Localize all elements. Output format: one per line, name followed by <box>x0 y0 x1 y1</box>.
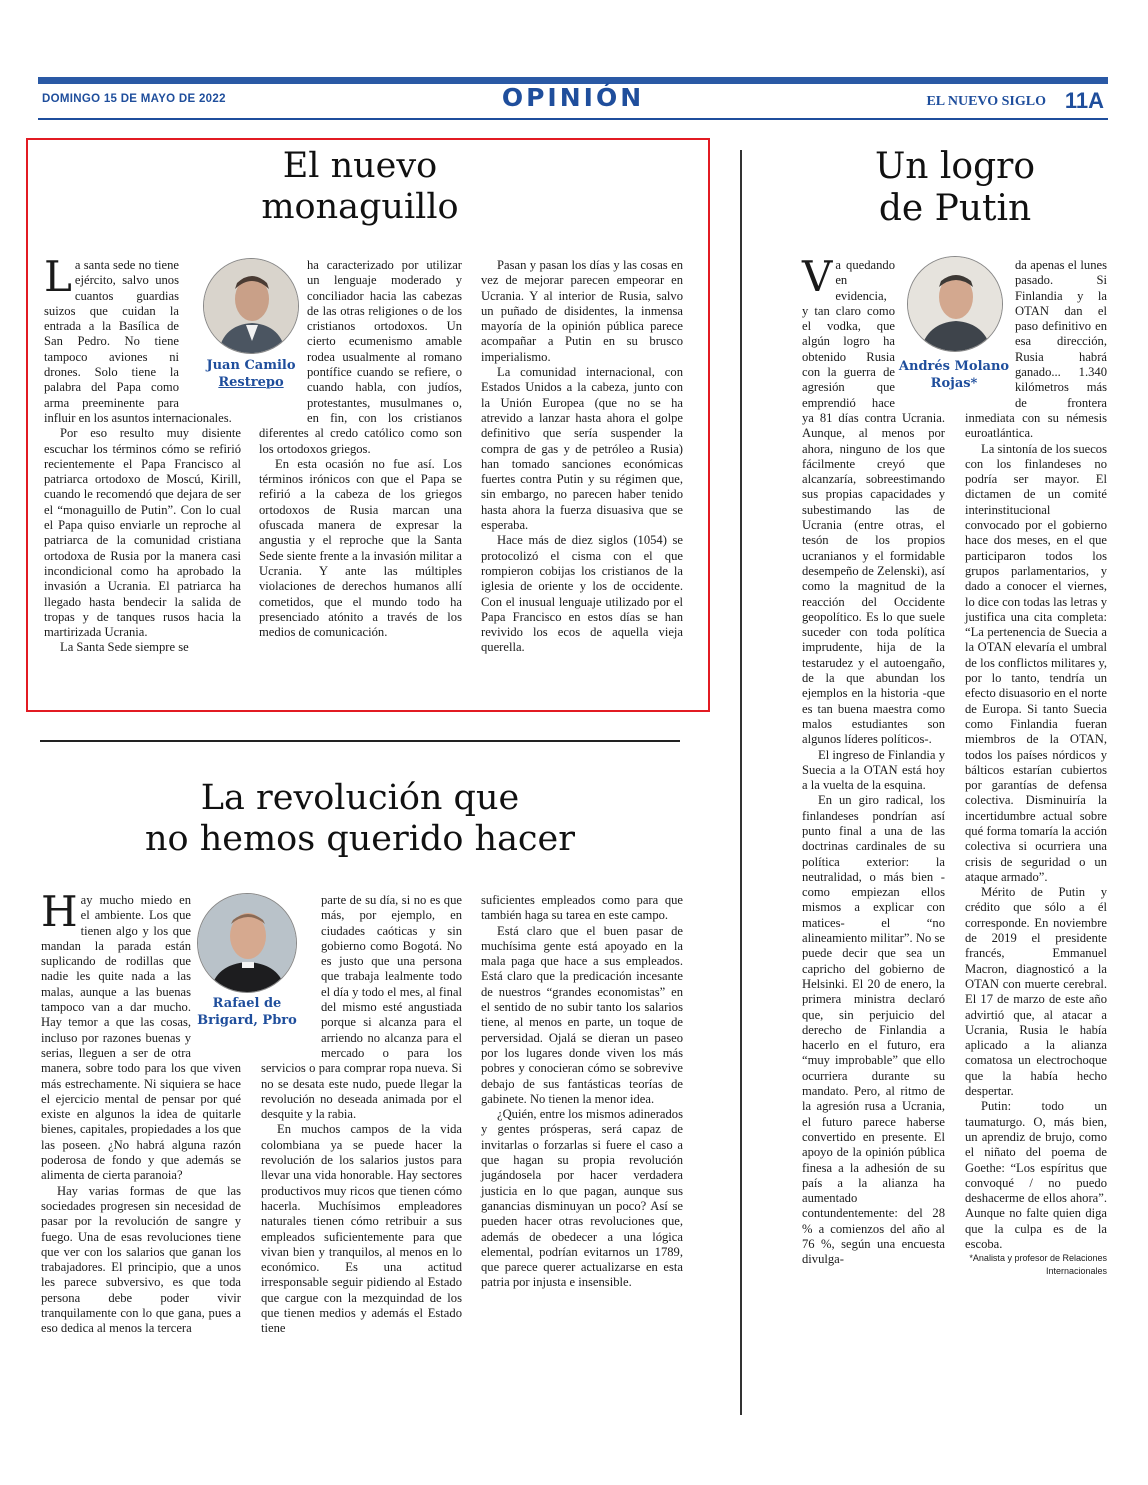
article1-title-line2: monaguillo <box>261 187 459 228</box>
paragraph: Mérito de Putin y crédito que sólo a él corresponde. En noviembre de 2019 el presidente francés, Emmanuel Macron, diagnosticó a la OTAN con muerte cerebral. El 17 de marzo de este año advirtió que, al atacar a Ucrania, Rusia le había aplicado a la alianza comatosa un electrochoque que la había hecho despertar. <box>965 885 1107 1099</box>
section-title: OPINIÓN <box>501 83 645 112</box>
article2-col3 <box>481 893 683 1291</box>
paragraph: da apenas el lunes pasado. Si Finlandia y la OTAN dan el paso definitivo en esa dirección, Rusia habrá ganado... 1.340 kilómetros más de frontera inmediata con su némesis euroatlántica. <box>965 258 1107 441</box>
drop-cap: H <box>41 887 78 936</box>
paragraph-text: ay mucho miedo en el ambiente. Los que tienen algo y los que mandan la parada están suplicando de rodillas que nadie les quite nada a las malas, aunque a las buenas tampoco van a dar mucho. Hay temor a que las cosas, incluso por razones buenas y serias, lleguen a ser de otra manera, sobre todo para los que viven más estrechamente. Ni siquiera se hace el ejercicio mental de pensar por qué existe en algunos la idea de quitarle bienes, capitales, propiedades a los que las poseen. ¿No habrá alguna razón poderosa de fondo y que además se alimenta de cierta paranoia? <box>41 893 241 1183</box>
drop-cap: V <box>802 252 833 301</box>
article2-title-line1: La revolución que <box>200 778 520 818</box>
article2-headline <box>40 778 680 861</box>
paragraph: ¿Quién, entre los mismos adinerados y gentes prósperas, será capaz de invitarlas o forzarlas si fuere el caso a que hagan su propia revolución jugándosela por hacer verdadera justicia en lo que pagan, aunque sus ganancias disminuyan un poco? Así se pueden hacer otras revoluciones que, además de obedecer a una lógica elemental, podrían evitarnos un 1789, que parece querer actualizarse en esta patria por injusta e insensible. <box>481 1107 683 1290</box>
page-number: 11A <box>1064 88 1104 113</box>
article3-headline <box>820 146 1090 231</box>
paragraph: ha caracterizado por utilizar un lenguaje moderado y conciliador hacia las cabezas de las otras religiones o de los cristianos ortodoxos. Un cierto ecumenismo amable rodea usualmente al romano pontífice cuando se refiere, o cuando habla, con judíos, protestantes, musulmanes o, en fin, con los cristianos diferentes al credo católico como son los ortodoxos griegos. <box>259 258 462 456</box>
paragraph: La sintonía de los suecos con los finlandeses no podría ser mayor. El dictamen de un comité interinstitucional convocado por el gobierno hace dos meses, en el que participaron todos los grupos parlamentarios, y dado a conocer el viernes, lo dice con todas las letras y justifica una cita completa: “La pertenencia de Suecia a la OTAN elevaría el umbral de los conflictos militares y, por lo tanto, tendría un efecto disuasorio en el norte de Europa. Si tanto Suecia como Finlandia fueran miembros de la OTAN, todos los países nórdicos y bálticos estarían cubiertos por garantías de defensa colectiva. Disminuiría la incertidumbre actual sobre qué forma tomaría la acción colectiva si ocurriera una crisis de seguridad o un ataque armado”. <box>965 441 1107 884</box>
paragraph: parte de su día, si no es que más, por ejemplo, en ciudades caóticas y sin gobierno como Bogotá. No es justo que una persona que trabaja lealmente todo el día y todo el mes, al final del mismo esté angustiada porque si alcanza para el arriendo no alcanza para el mercado o para los servicios o para comprar ropa nueva. Si no se desata este nudo, puede llegar la revolución no deseada animada por el desquite y la rabia. <box>261 893 462 1122</box>
article2-col2 <box>261 893 462 1337</box>
author-line2: Brigard, Pbro <box>197 1013 297 1028</box>
article1-col3 <box>481 258 683 656</box>
paragraph: La comunidad internacional, con Estados Unidos a la cabeza, junto con la Unión Europea (que no se ha atrevido a lanzar hasta ahora el golpe definitivo que sería suspender la compra de gas y de petróleo a Rusia) han tomado sanciones económicas fuertes contra Putin y su régimen que, sin embargo, no parecen haber tenido hasta ahora la fuerza disuasiva que se esperaba. <box>481 365 683 533</box>
article1-title-line1: El nuevo <box>282 146 438 186</box>
article3-col1 <box>802 252 945 1268</box>
header-date: DOMINGO 15 DE MAYO DE 2022 <box>42 93 226 105</box>
article1-col2 <box>259 258 462 640</box>
paragraph-text: a santa sede no tiene ejército, salvo unos cuantos guardias suizos que cuidan la entrada a la Basílica de San Pedro. No tiene tampoco aviones ni drones. Solo tiene la palabra del Papa como arma preeminente para influir en los asuntos internacionales. <box>44 258 232 425</box>
author-line2: Rojas* <box>930 376 978 391</box>
paragraph: En muchos campos de la vida colombiana ya se puede hacer la revolución de los salarios justos para llevar una vida honorable. Hay sectores productivos muy ricos que tienen cómo hacerla. Muchísimos empleadores naturales tienen cómo retribuir a sus empleados suficientemente para que vivan bien y tranquilos, al menos en lo económico. Es una actitud irresponsable seguir pidiendo al Estado que cargue con la mezquindad de los que tienen medios y además el Estado tiene <box>261 1122 462 1336</box>
paragraph: Por eso resulto muy disiente escuchar los términos cómo se refirió recientemente el Papa Francisco al patriarca ortodoxo de Moscú, Kirill, cuando le recomendó que dejara de ser el “monaguillo de Putin”. Con lo cual el Papa quiso enviarle un reproche al patriarca de la comunidad cristiana ortodoxa de Rusia por la manera casi incondicional como ha aprobado la invasión a Ucrania. El patriarca ha llegado hasta bendecir la salida de tropas y de tanques rusos hacia la martirizada Ucrania. <box>44 426 241 640</box>
author-line1: Andrés Molano <box>898 359 1010 374</box>
paragraph: La Santa Sede siempre se <box>60 640 189 655</box>
column-divider <box>740 150 742 1415</box>
paragraph: En esta ocasión no fue así. Los términos irónicos con que el Papa se refirió a la cabeza de los griegos ortodoxos de Rusia marcan una ofuscada manera de expresar la angustia y el reproche que la Santa Sede siente frente a la invasión militar a Ucrania. Y ante las múltiples violaciones de derechos humanos allí cometidos, que el mundo todo ha presenciado atónito a través de los medios de comunicación. <box>259 456 462 640</box>
article1-headline <box>40 146 680 229</box>
article2-title-line2: no hemos querido hacer <box>145 819 575 860</box>
paragraph: Putin: todo un taumaturgo. O, más bien, un aprendiz de brujo, como el niñato del poema de Goethe: “Los espíritus que convoqué / no puedo deshacerme de ellos ahora”. Aunque no falte quien diga que la culpa es de la escoba. <box>965 1099 1107 1251</box>
header-rule <box>38 118 1108 120</box>
article3-title-line1: Un logro <box>874 146 1036 187</box>
horizontal-divider <box>40 740 680 742</box>
paragraph: En un giro radical, los finlandeses pondrían así punto final a una de las doctrinas cardinales de su política exterior: la neutralidad, o más bien -como empiezan ellos mismos a explicar con matices- el “no alineamiento militar”. No se puede decir que sea un capricho del gobierno de Helsinki. El 20 de enero, la primera ministra declaró que, sin perjuicio del derecho de Finlandia a hacerlo en el futuro, era “muy improbable” que ello ocurriera durante su mandato. Pero, al ritmo de la agresión rusa a Ucrania, el futuro parece haberse convertido en presente. El apoyo de la opinión pública finesa a la adhesión de su país a la alianza ha aumentado contundentemente: del 28 % a comienzos del año al 76 %, según una encuesta divulga- <box>802 793 945 1267</box>
article3-col2 <box>965 258 1107 1278</box>
author-line1: Juan Camilo <box>206 358 296 373</box>
paragraph: Hay varias formas de que las sociedades progresen sin necesidad de pasar por la revolución de sangre y fuego. Una de esas revoluciones tiene que ver con los salarios que ganan los trabajadores. El principio, que a unos les parece subversivo, es que toda persona debe poder vivir tranquilamente con lo que gana, pues a eso dedica al menos la tercera <box>41 1183 241 1336</box>
paragraph-text: a quedando en evidencia, y tan claro como el vodka, que algún logro ha obtenido Rusia con la guerra de agresión que emprendió hace ya 81 días contra Ucrania. Aunque, al menos por ahora, ninguno de los que fácilmente creyó que alcanzaría, sobreestimando sus propias capacidades y subestimando las de Ucrania (entre otras, el tesón de los propios ucranianos y el formidable desempeño de Zelenski), así como la magnitud de la reacción del Occidente geopolítico. Es lo que suele suceder con toda política imprudente, hija de la testarudez y el autoengaño, de la que abundan los ejemplos en la historia -que es tan buena maestra como malos estudiantes son algunos líderes políticos-. <box>802 258 945 747</box>
paragraph: El ingreso de Finlandia y Suecia a la OTAN está hoy a la vuelta de la esquina. <box>802 747 945 793</box>
newspaper-name: EL NUEVO SIGLO <box>926 94 1046 109</box>
article3-title-line2: de Putin <box>878 188 1032 230</box>
paragraph: suficientes empleados como para que también haga su tarea en este campo. <box>481 893 683 923</box>
author-line1: Rafael de <box>212 996 282 1011</box>
paragraph: Está claro que el buen pasar de muchísima gente está apoyado en la mala paga que hace a sus empleados. Está claro que la predicación incesante de nuestros “grandes economistas” en el sentido de no subir tanto los salarios tiene, al menos en parte, un toque de perversidad. Ojalá se dieran un paseo por los lugares donde viven los más pobres y conocieran cómo se sobrevive debajo de sus fantásticas teorías de gabinete. No tienen la menor idea. <box>481 923 683 1106</box>
page-header <box>38 77 1108 121</box>
drop-cap: L <box>44 252 72 301</box>
paragraph: Pasan y pasan los días y las cosas en vez de mejorar parecen empeorar en Ucrania. Y al interior de Rusia, salvo un puñado de disidentes, la inmensa mayoría de la opinión pública parece acompañar a Putin en su brusco imperialismo. <box>481 258 683 364</box>
paragraph: Hace más de diez siglos (1054) se protocolizó el cisma con el que rompieron cobijas los cristianos de la iglesia de oriente y los de occidente. Con el inusual lenguaje utilizado por el Papa Francisco en estos días se han revivido los ecos de aquella vieja querella. <box>481 533 683 655</box>
author-line2: Restrepo <box>218 375 284 390</box>
author-footnote: *Analista y profesor de Relaciones Internacionales <box>969 1253 1107 1277</box>
